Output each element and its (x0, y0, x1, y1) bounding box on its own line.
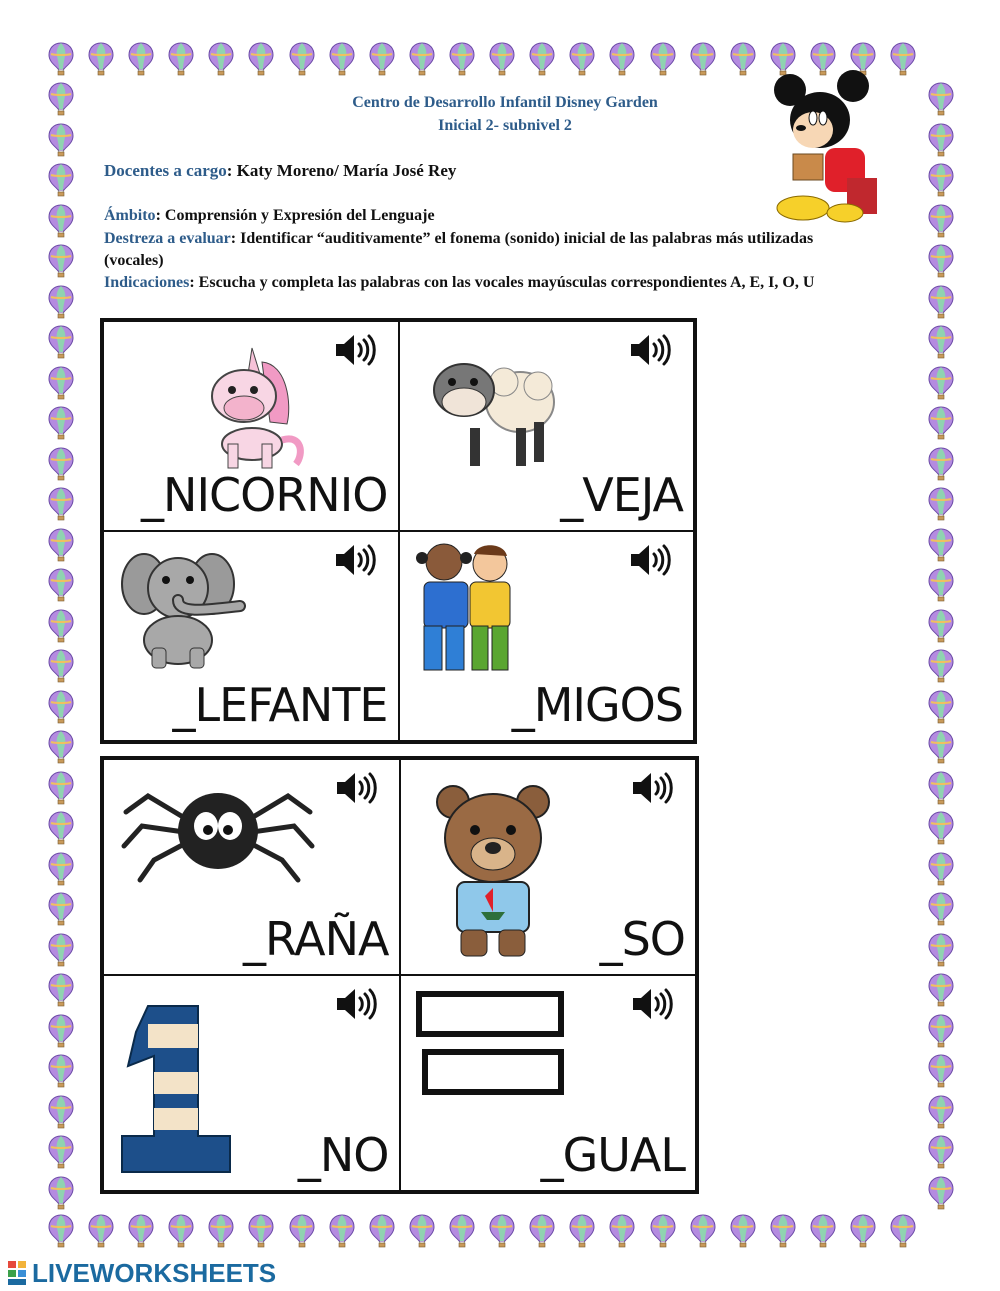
skill-value-continued: (vocales) (104, 252, 164, 269)
skill-line (104, 228, 904, 250)
teachers-line (104, 160, 456, 182)
balloon-icon (928, 1014, 954, 1048)
balloon-icon (928, 285, 954, 319)
balloon-icon (928, 325, 954, 359)
balloon-icon (928, 811, 954, 845)
balloon-icon (48, 892, 74, 926)
speaker-icon[interactable] (335, 986, 381, 1022)
balloon-icon (690, 42, 716, 76)
word-label: _MIGOS (511, 678, 683, 732)
teachers-label: Docentes a cargo (104, 161, 227, 180)
balloon-icon (48, 1214, 74, 1248)
balloon-icon (48, 285, 74, 319)
balloon-icon (168, 42, 194, 76)
balloon-icon (48, 1095, 74, 1129)
balloon-icon (48, 447, 74, 481)
balloon-icon (928, 568, 954, 602)
speaker-icon[interactable] (629, 542, 675, 578)
friends-image (404, 538, 534, 678)
word-label: _NICORNIO (141, 468, 388, 522)
teachers-separator: : (226, 161, 233, 180)
mickey-reading-image (765, 68, 885, 228)
balloon-icon (730, 1214, 756, 1248)
balloon-icon (928, 366, 954, 400)
teachers-value: Katy Moreno/ María José Rey (236, 161, 457, 180)
balloon-icon (48, 568, 74, 602)
balloon-icon (329, 42, 355, 76)
balloon-icon (928, 1095, 954, 1129)
elephant-image (116, 544, 246, 674)
balloon-icon (928, 204, 954, 238)
balloon-icon (928, 1135, 954, 1169)
word-label: _VEJA (560, 468, 683, 522)
balloon-icon (928, 892, 954, 926)
balloon-icon (48, 690, 74, 724)
balloon-icon (289, 42, 315, 76)
balloon-icon (289, 1214, 315, 1248)
balloon-icon (248, 1214, 274, 1248)
speaker-icon[interactable] (334, 332, 380, 368)
balloon-icon (48, 1135, 74, 1169)
speaker-icon[interactable] (335, 770, 381, 806)
balloon-icon (810, 1214, 836, 1248)
balloon-icon (928, 1054, 954, 1088)
balloon-icon (928, 649, 954, 683)
brand-name: LIVEWORKSHEETS (32, 1257, 277, 1288)
liveworksheets-logo-icon (8, 1261, 28, 1285)
balloon-icon (48, 933, 74, 967)
balloon-icon (208, 42, 234, 76)
balloon-icon (928, 609, 954, 643)
balloon-icon (489, 1214, 515, 1248)
balloon-icon (928, 244, 954, 278)
word-label: _SO (599, 912, 685, 966)
balloon-icon (48, 163, 74, 197)
balloon-icon (48, 487, 74, 521)
balloon-icon (48, 366, 74, 400)
scope-label: Ámbito (104, 207, 156, 224)
speaker-icon[interactable] (334, 542, 380, 578)
card-sheep (399, 321, 695, 531)
balloon-icon (690, 1214, 716, 1248)
balloon-icon (928, 487, 954, 521)
level-name: Inicial 2- subnivel 2 (438, 117, 572, 134)
instructions-label: Indicaciones (104, 274, 190, 291)
balloon-icon (48, 204, 74, 238)
cards-grid-top (100, 318, 697, 744)
balloon-icon (928, 163, 954, 197)
balloon-icon (48, 1176, 74, 1210)
instructions-line (104, 272, 924, 294)
equals-sign-image (415, 990, 565, 1100)
speaker-icon[interactable] (631, 986, 677, 1022)
scope-line (104, 205, 435, 227)
number-one-image (118, 996, 238, 1176)
balloon-icon (88, 42, 114, 76)
unicorn-image (192, 344, 312, 474)
balloon-icon (928, 1176, 954, 1210)
balloon-icon (770, 1214, 796, 1248)
liveworksheets-logo (8, 1258, 276, 1288)
balloon-icon (248, 42, 274, 76)
balloon-icon (928, 528, 954, 562)
balloon-icon (928, 771, 954, 805)
scope-value: Comprensión y Expresión del Lenguaje (164, 207, 435, 224)
balloon-icon (369, 1214, 395, 1248)
balloon-icon (650, 1214, 676, 1248)
cards-grid-bottom (100, 756, 699, 1194)
balloon-icon (449, 42, 475, 76)
balloon-icon (928, 973, 954, 1007)
balloon-icon (329, 1214, 355, 1248)
balloon-icon (529, 1214, 555, 1248)
balloon-icon (208, 1214, 234, 1248)
balloon-icon (928, 690, 954, 724)
balloon-icon (409, 1214, 435, 1248)
balloon-icon (48, 730, 74, 764)
balloon-icon (168, 1214, 194, 1248)
sheep-image (420, 342, 560, 472)
balloon-icon (369, 42, 395, 76)
balloon-icon (128, 1214, 154, 1248)
balloon-icon (609, 1214, 635, 1248)
skill-label: Destreza a evaluar (104, 230, 231, 247)
balloon-icon (48, 609, 74, 643)
balloon-icon (928, 852, 954, 886)
balloon-icon (928, 730, 954, 764)
instructions-separator: : (189, 274, 195, 291)
balloon-icon (890, 42, 916, 76)
balloon-icon (850, 1214, 876, 1248)
spider-image (118, 776, 318, 886)
word-label: _NO (297, 1128, 389, 1182)
skill-value: Identificar “auditivamente” el fonema (sonido) inicial de las palabras más utilizadas (240, 230, 814, 247)
balloon-icon (48, 973, 74, 1007)
balloon-icon (48, 649, 74, 683)
balloon-icon (48, 244, 74, 278)
balloon-icon (48, 1014, 74, 1048)
balloon-icon (529, 42, 555, 76)
speaker-icon[interactable] (631, 770, 677, 806)
card-spider (103, 759, 400, 975)
card-bear (400, 759, 697, 975)
balloon-icon (730, 42, 756, 76)
balloon-icon (48, 123, 74, 157)
balloon-icon (409, 42, 435, 76)
balloon-icon (928, 82, 954, 116)
balloon-icon (48, 528, 74, 562)
balloon-icon (890, 1214, 916, 1248)
balloon-icon (489, 42, 515, 76)
balloon-icon (650, 42, 676, 76)
balloon-icon (569, 42, 595, 76)
balloon-icon (48, 82, 74, 116)
card-number-one (103, 975, 400, 1191)
card-equals-sign (400, 975, 697, 1191)
balloon-icon (928, 406, 954, 440)
balloon-icon (48, 1054, 74, 1088)
balloon-icon (48, 811, 74, 845)
word-label: _GUAL (540, 1128, 685, 1182)
balloon-icon (48, 42, 74, 76)
word-label: _RAÑA (243, 912, 389, 966)
balloon-icon (88, 1214, 114, 1248)
scope-separator: : (155, 207, 161, 224)
balloon-icon (928, 447, 954, 481)
card-friends (399, 531, 695, 741)
balloon-icon (609, 42, 635, 76)
balloon-icon (928, 933, 954, 967)
school-name: Centro de Desarrollo Infantil Disney Garden (352, 94, 658, 111)
instructions-value: Escucha y completa las palabras con las vocales mayúsculas correspondientes A, E, I, O, U (198, 274, 815, 291)
card-elephant (103, 531, 399, 741)
balloon-icon (449, 1214, 475, 1248)
balloon-icon (569, 1214, 595, 1248)
balloon-icon (48, 325, 74, 359)
balloon-icon (48, 771, 74, 805)
balloon-icon (48, 406, 74, 440)
skill-separator: : (230, 230, 237, 247)
bear-image (433, 778, 553, 963)
card-unicorn (103, 321, 399, 531)
speaker-icon[interactable] (629, 332, 675, 368)
balloon-icon (928, 123, 954, 157)
word-label: _LEFANTE (172, 678, 388, 732)
balloon-icon (128, 42, 154, 76)
balloon-icon (48, 852, 74, 886)
